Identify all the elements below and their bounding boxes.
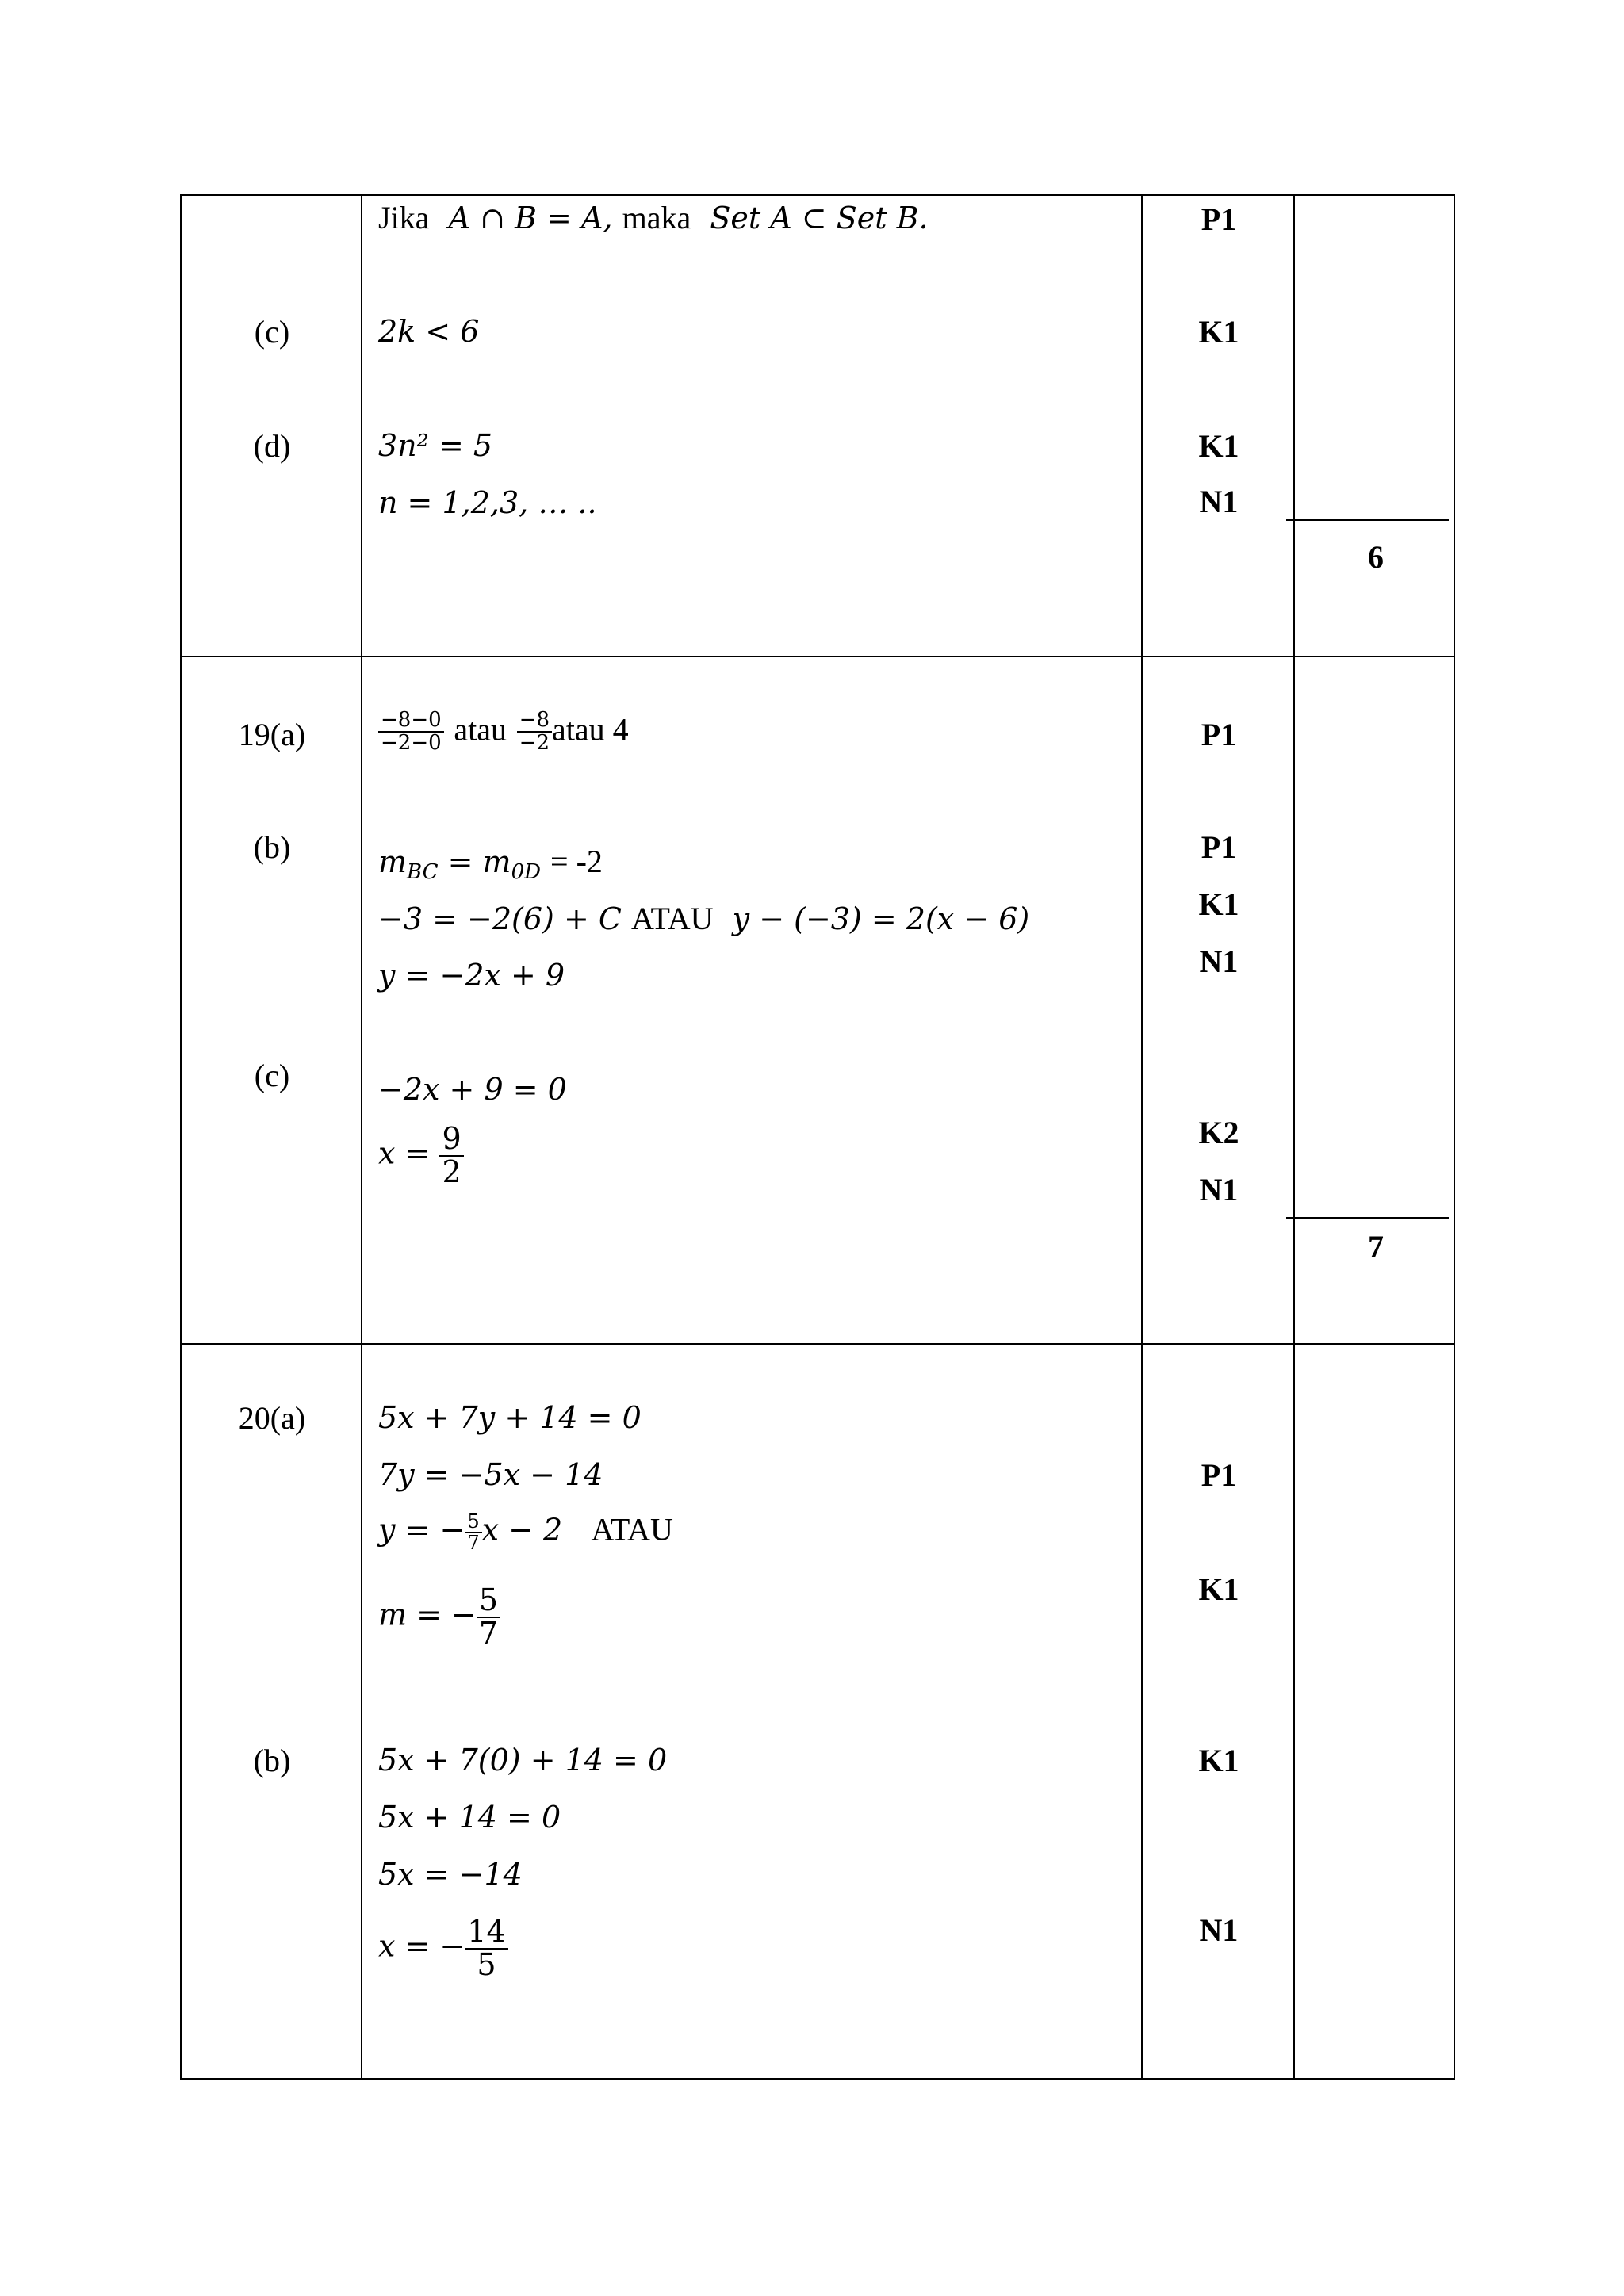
q19b-working-2: −3 = −2(6) + C ATAU y − (−3) = 2(x − 6) xyxy=(378,901,1030,936)
q20b-label: (b) xyxy=(253,1743,291,1778)
fraction: $\frac{9}{2}$ xyxy=(439,1123,463,1188)
fraction: $\frac{-8-0}{-2-0}$ xyxy=(378,710,444,755)
q20a-label: 20(a) xyxy=(238,1400,306,1436)
mark-k1: K1 xyxy=(1198,886,1239,922)
q18-set-statement: Jika A ∩ B = A, maka Set A ⊂ Set B. xyxy=(378,200,929,235)
q18c-working: 2k < 6 xyxy=(378,314,480,349)
marking-scheme-table xyxy=(180,194,1455,2080)
mark-k1: K1 xyxy=(1198,1743,1239,1778)
total-underline-19 xyxy=(1286,1217,1449,1219)
fraction: $\frac{5}{7}$ xyxy=(477,1585,500,1650)
fraction: $\frac{14}{5}$ xyxy=(465,1916,508,1981)
mark-k1: K1 xyxy=(1198,1571,1239,1607)
mark-n1: N1 xyxy=(1199,943,1239,979)
q19c-working-1: −2x + 9 = 0 xyxy=(378,1072,567,1107)
fraction: $\frac{5}{7}$ xyxy=(465,1512,481,1553)
q18d-label: (d) xyxy=(253,428,291,464)
row-divider-20 xyxy=(182,1343,1454,1345)
mark-n1: N1 xyxy=(1199,1172,1239,1207)
q19b-label: (b) xyxy=(253,829,291,865)
mark-k1: K1 xyxy=(1198,428,1239,464)
q20b-working-1: 5x + 7(0) + 14 = 0 xyxy=(378,1743,668,1777)
mark-p1: P1 xyxy=(1201,717,1237,752)
q20a-working-1: 5x + 7y + 14 = 0 xyxy=(378,1400,642,1435)
q19a-label: 19(a) xyxy=(238,717,306,752)
fraction: $\frac{-8}{-2}$ xyxy=(517,710,552,755)
q20a-working-3: y = − $\frac{5}{7}$ x − 2 ATAU xyxy=(378,1510,673,1555)
column-divider-label xyxy=(361,196,362,2078)
row-divider-19 xyxy=(182,656,1454,657)
mark-p1: P1 xyxy=(1201,1457,1237,1493)
q18d-working-1: 3n² = 5 xyxy=(378,428,493,463)
mark-n1: N1 xyxy=(1199,1912,1239,1948)
q18c-label: (c) xyxy=(254,314,290,350)
q20b-working-2: 5x + 14 = 0 xyxy=(378,1800,561,1835)
q19c-working-2: x = $\frac{9}{2}$ xyxy=(378,1123,464,1188)
q20b-working-3: 5x = −14 xyxy=(378,1857,523,1892)
mark-n1: N1 xyxy=(1199,484,1239,519)
q19c-label: (c) xyxy=(254,1058,290,1093)
total-underline-18 xyxy=(1286,519,1449,521)
q20a-working-2: 7y = −5x − 14 xyxy=(378,1457,603,1492)
q19b-working-3: y = −2x + 9 xyxy=(378,958,565,993)
q20a-working-4: m = − $\frac{5}{7}$ xyxy=(378,1585,500,1650)
q20b-working-4: x = − $\frac{14}{5}$ xyxy=(378,1916,508,1981)
q18d-working-2: n = 1,2,3, … .. xyxy=(378,485,597,520)
q19b-working-1: $m_{BC} = m_{0D} = -2$ xyxy=(378,844,603,884)
q19a-working: $\frac{-8-0}{-2-0}$ atau $\frac{-8}{-2}$ atau 4 xyxy=(378,710,629,755)
mark-p1: P1 xyxy=(1201,201,1237,237)
q19-total: 7 xyxy=(1368,1229,1384,1265)
mark-k2: K2 xyxy=(1198,1115,1239,1150)
mark-k1: K1 xyxy=(1198,314,1239,350)
q18-total: 6 xyxy=(1368,539,1384,575)
mark-p1: P1 xyxy=(1201,829,1237,865)
